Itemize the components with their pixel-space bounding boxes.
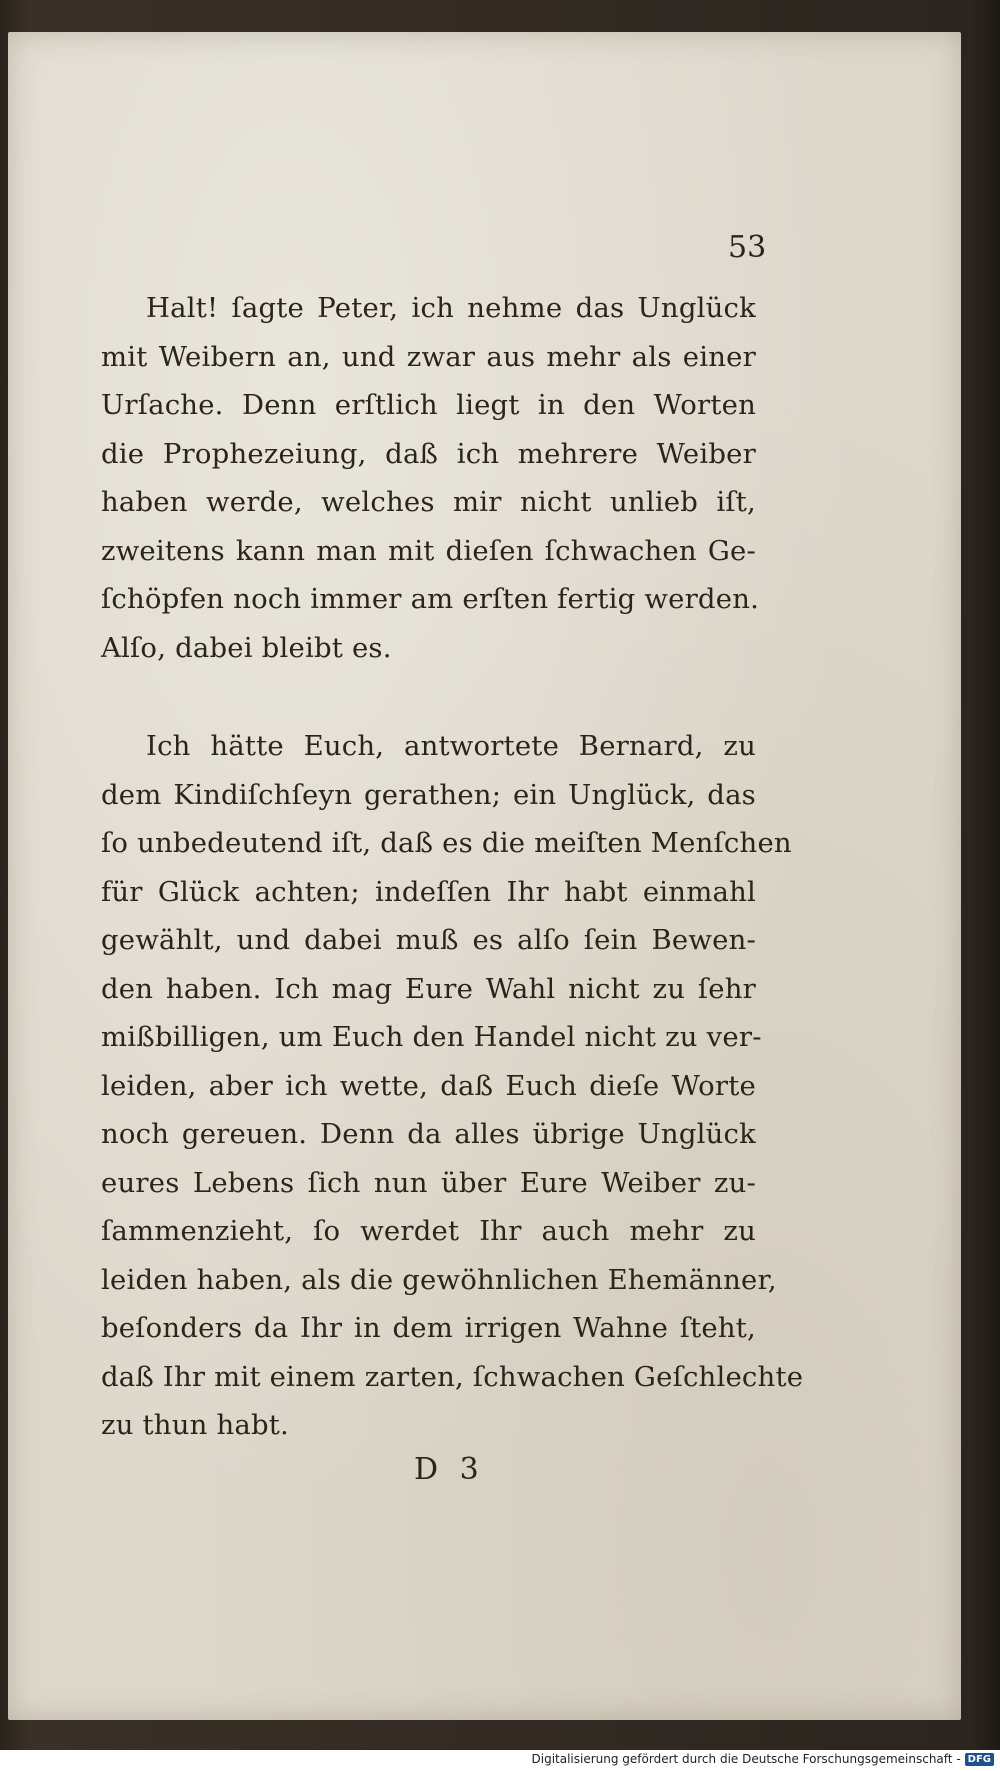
footer-credit-text: Digitalisierung gefördert durch die Deutsche Forschungsgemeinschaft - bbox=[531, 1752, 961, 1766]
text-line: mißbilligen, um Euch den Handel nicht zu ver- bbox=[101, 1021, 762, 1053]
paragraph-2 bbox=[101, 722, 804, 1450]
dfg-logo-icon: DFG bbox=[965, 1753, 994, 1766]
text-line: leiden haben, als die gewöhnlichen Ehemänner, bbox=[101, 1263, 777, 1296]
page-number: 53 bbox=[728, 230, 767, 265]
text-line: für Glück achten; indeſſen Ihr habt einmahl bbox=[101, 875, 756, 908]
text-line: Ich hätte Euch, antwortete Bernard, zu bbox=[146, 730, 756, 762]
text-line: mit Weibern an, und zwar aus mehr als einer bbox=[101, 340, 756, 373]
signature-mark: D 3 bbox=[414, 1452, 485, 1487]
text-line: zweitens kann man mit dieſen ſchwachen Ge- bbox=[101, 534, 756, 567]
text-line: haben werde, welches mir nicht unlieb iſt, bbox=[101, 486, 756, 518]
text-line: ſammenzieht, ſo werdet Ihr auch mehr zu bbox=[101, 1215, 756, 1247]
text-line: noch gereuen. Denn da alles übrige Unglück bbox=[101, 1118, 756, 1150]
text-line: ſchöpfen noch immer am erſten fertig werden. bbox=[101, 583, 760, 615]
book-page bbox=[8, 32, 961, 1720]
footer-bar bbox=[0, 1750, 1000, 1771]
text-line: eures Lebens ſich nun über Eure Weiber zu- bbox=[101, 1166, 756, 1199]
text-line: ſo unbedeutend iſt, daß es die meiſten Menſchen bbox=[101, 827, 792, 859]
text-line: zu thun habt. bbox=[101, 1409, 289, 1441]
text-line: den haben. Ich mag Eure Wahl nicht zu ſehr bbox=[101, 972, 756, 1005]
text-line: Halt! ſagte Peter, ich nehme das Unglück bbox=[146, 292, 756, 324]
text-line: dem Kindiſchſeyn gerathen; ein Unglück, das bbox=[101, 778, 756, 811]
text-line: beſonders da Ihr in dem irrigen Wahne ſteht, bbox=[101, 1312, 756, 1344]
footer-credit bbox=[532, 1752, 995, 1766]
text-line: leiden, aber ich wette, daß Euch dieſe Worte bbox=[101, 1069, 756, 1102]
text-line: Urſache. Denn erſtlich liegt in den Worten bbox=[101, 389, 756, 421]
text-line: Alſo, dabei bleibt es. bbox=[101, 631, 392, 664]
text-line: die Prophezeiung, daß ich mehrere Weiber bbox=[101, 437, 756, 470]
text-line: daß Ihr mit einem zarten, ſchwachen Geſchlechte bbox=[101, 1360, 804, 1393]
text-line: gewählt, und dabei muß es alſo ſein Bewen- bbox=[101, 924, 756, 956]
paragraph-1 bbox=[101, 284, 760, 672]
